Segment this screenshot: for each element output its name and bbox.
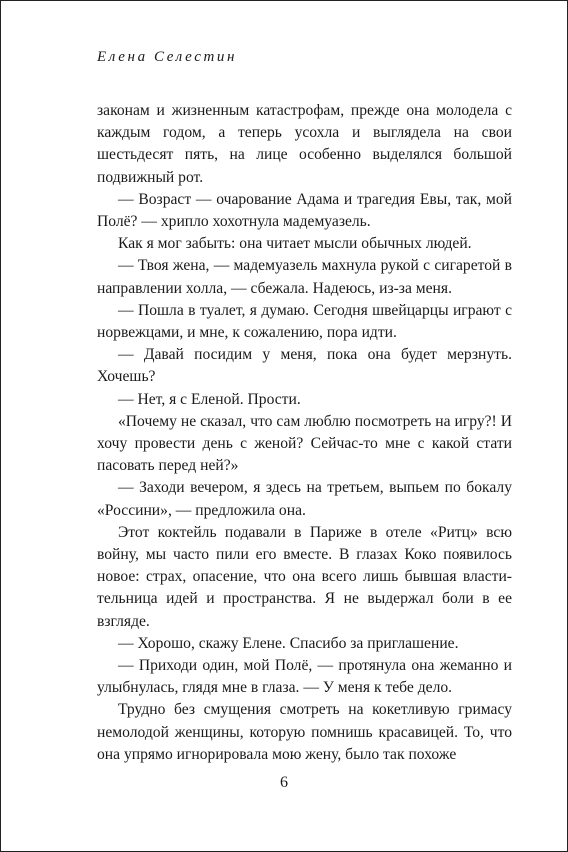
paragraph: — Приходи один, мой Полё, — протянула она жеманно и улыбнулась, глядя мне в глаза. — У меня к тебе дело. [97,657,512,697]
paragraph: — Возраст — очарование Адама и трагедия Евы, так, мой Полё? — хрипло хохотнула мадемуазель. [97,190,512,231]
paragraph: законам и жизненным катастрофам, прежде она молодела с каждым годом, а теперь усохла и выглядела на свои шестьдесят пять, на лице особенно выделялся большой подвижный рот. [97,102,512,186]
paragraph: — Пошла в туалет, я думаю. Сегодня швейцарцы играют с норвежцами, и мне, к сожалению, пора идти. [97,301,512,342]
body-text [97,100,512,766]
paragraph: Этот коктейль подавали в Париже в отеле «Ритц» всю войну, мы часто пили его вместе. В глазах Коко появилось новое: страх, опасение, что она всего лишь бывшая властительница идей и пространства. Я не выдержал боли в ее взгляде. [97,523,512,630]
paragraph: — Нет, я с Еленой. Прости. [118,390,301,408]
running-head: Елена Селестин [97,49,238,65]
paragraph: «Почему не сказал, что сам люблю посмотреть на игру?! И хочу провести день с женой? Сейчас-то мне с какой стати пасовать перед ней?» [97,412,512,475]
page-number: 6 [280,774,288,791]
paragraph: Как я мог забыть: она читает мысли обычных людей. [118,235,472,253]
paragraph: — Давай посидим у меня, пока она будет мерзнуть. Хочешь? [97,346,512,386]
paragraph: — Твоя жена, — мадемуазель махнула рукой с сигаретой в направлении холла, — сбежала. Надеюсь, из-за меня. [97,257,512,297]
paragraph: Трудно без смущения смотреть на кокетливую гримасу немолодой женщины, которую помнишь красавицей. То, что она упрямо игнорировала мою жену, было так похоже [97,701,512,763]
paragraph: — Заходи вечером, я здесь на третьем, выпьем по бокалу «Россини», — предложила она. [97,479,512,519]
paragraph: — Хорошо, скажу Елене. Спасибо за приглашение. [118,634,459,652]
